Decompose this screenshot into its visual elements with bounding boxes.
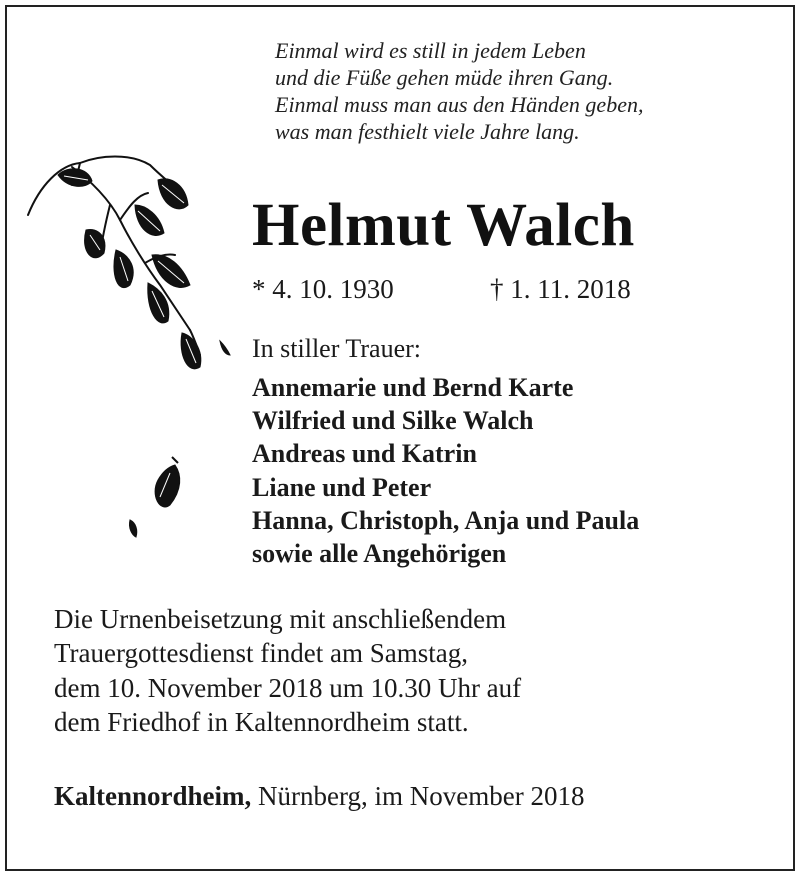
service-line: dem 10. November 2018 um 10.30 Uhr auf <box>54 672 522 703</box>
mourning-intro: In stiller Trauer: <box>252 334 421 363</box>
service-line: Die Urnenbeisetzung mit anschließendem <box>54 604 507 634</box>
mourner-entry: Wilfried und Silke Walch <box>252 406 534 436</box>
deceased-name: Helmut Walch <box>252 192 635 259</box>
poem-line: Einmal wird es still in jedem Leben <box>275 38 586 63</box>
footer-place-date: Nürnberg, im November 2018 <box>251 781 585 811</box>
service-line: dem Friedhof in Kaltennordheim statt. <box>54 707 469 738</box>
mourner-entry: Annemarie und Bernd Karte <box>252 373 574 402</box>
mourner-entry: sowie alle Angehörigen <box>252 539 507 569</box>
mourner-entry: Andreas und Katrin <box>252 439 477 469</box>
death-date: † 1. 11. 2018 <box>490 274 631 304</box>
poem <box>275 37 643 145</box>
service-line: Trauergottesdienst findet am Samstag, <box>54 638 468 669</box>
footer-place: Kaltennordheim, <box>54 781 252 811</box>
mourners-list <box>252 371 639 570</box>
poem-line: was man festhielt viele Jahre lang. <box>275 119 580 144</box>
service-announcement <box>54 602 521 740</box>
poem-line: Einmal muss man aus den Händen geben, <box>275 92 644 117</box>
birch-branch-illustration <box>20 145 260 550</box>
place-date-line <box>54 778 584 814</box>
birth-date: * 4. 10. 1930 <box>252 274 394 304</box>
poem-line: und die Füße gehen müde ihren Gang. <box>275 65 614 90</box>
mourner-entry: Hanna, Christoph, Anja und Paula <box>252 505 640 535</box>
mourner-entry: Liane und Peter <box>252 472 432 502</box>
